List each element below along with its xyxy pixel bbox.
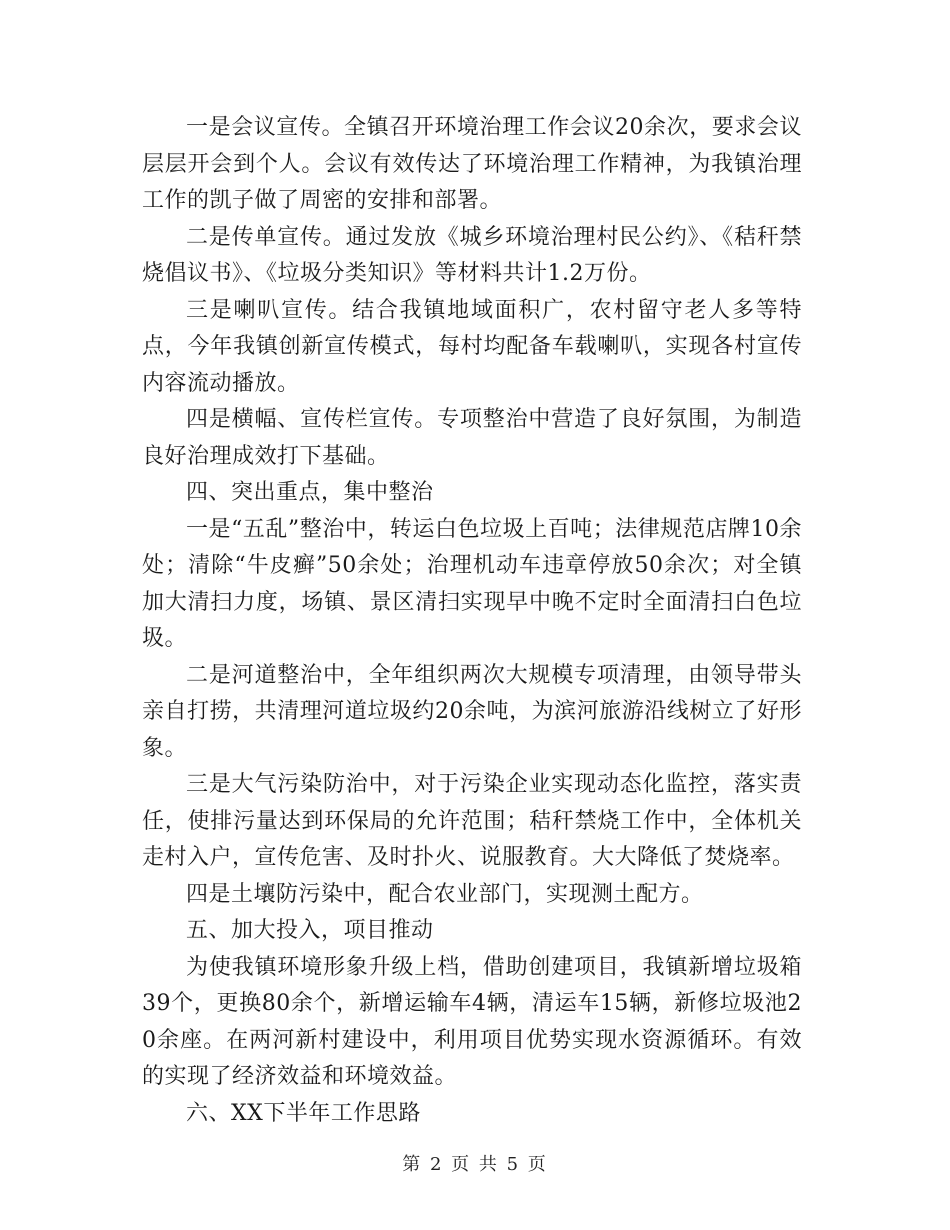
paragraph-loudspeaker-publicity: 三是喇叭宣传。结合我镇地域面积广，农村留守老人多等特点，今年我镇创新宣传模式，每村均配备车载喇叭，实现各村宣传内容流动播放。 — [142, 297, 802, 396]
document-body — [142, 110, 802, 1132]
paragraph-investment: 为使我镇环境形象升级上档，借助创建项目，我镇新增垃圾箱39个，更换80余个，新增运输车4辆，清运车15辆，新修垃圾池20余座。在两河新村建设中，利用项目优势实现水资源循环。有效的实现了经济效益和环境效益。 — [142, 954, 802, 1089]
paragraph-meeting-publicity: 一是会议宣传。全镇召开环境治理工作会议20余次，要求会议层层开会到个人。会议有效传达了环境治理工作精神，为我镇治理工作的凯子做了周密的安排和部署。 — [142, 115, 802, 213]
section-heading-4: 四、突出重点，集中整治 — [186, 480, 434, 505]
paragraph-soil-pollution: 四是土壤防污染中，配合农业部门，实现测土配方。 — [186, 881, 704, 907]
paragraph-five-chaos-rectification: 一是“五乱”整治中，转运白色垃圾上百吨；法律规范店牌10余处；清除“牛皮癣”50余处；治理机动车违章停放50余次；对全镇加大清扫力度，场镇、景区清扫实现早中晚不定时全面清扫白色垃圾。 — [142, 516, 802, 651]
paragraph-banner-publicity: 四是横幅、宣传栏宣传。专项整治中营造了良好氛围，为制造良好治理成效打下基础。 — [142, 407, 802, 469]
section-heading-6: 六、XX下半年工作思路 — [186, 1100, 421, 1126]
page-number-footer: 第 2 页 共 5 页 — [402, 1154, 548, 1175]
paragraph-air-pollution: 三是大气污染防治中，对于污染企业实现动态化监控，落实责任，使排污量达到环保局的允许范围；秸秆禁烧工作中，全体机关走村入户，宣传危害、及时扑火、说服教育。大大降低了焚烧率。 — [142, 772, 802, 870]
paragraph-river-rectification: 二是河道整治中，全年组织两次大规模专项清理，由领导带头亲自打捞，共清理河道垃圾约20余吨，为滨河旅游沿线树立了好形象。 — [142, 662, 802, 761]
section-heading-5: 五、加大投入，项目推动 — [186, 918, 434, 943]
paragraph-leaflet-publicity: 二是传单宣传。通过发放《城乡环境治理村民公约》、《秸秆禁烧倡议书》、《垃圾分类知识》等材料共计1.2万份。 — [142, 224, 802, 286]
